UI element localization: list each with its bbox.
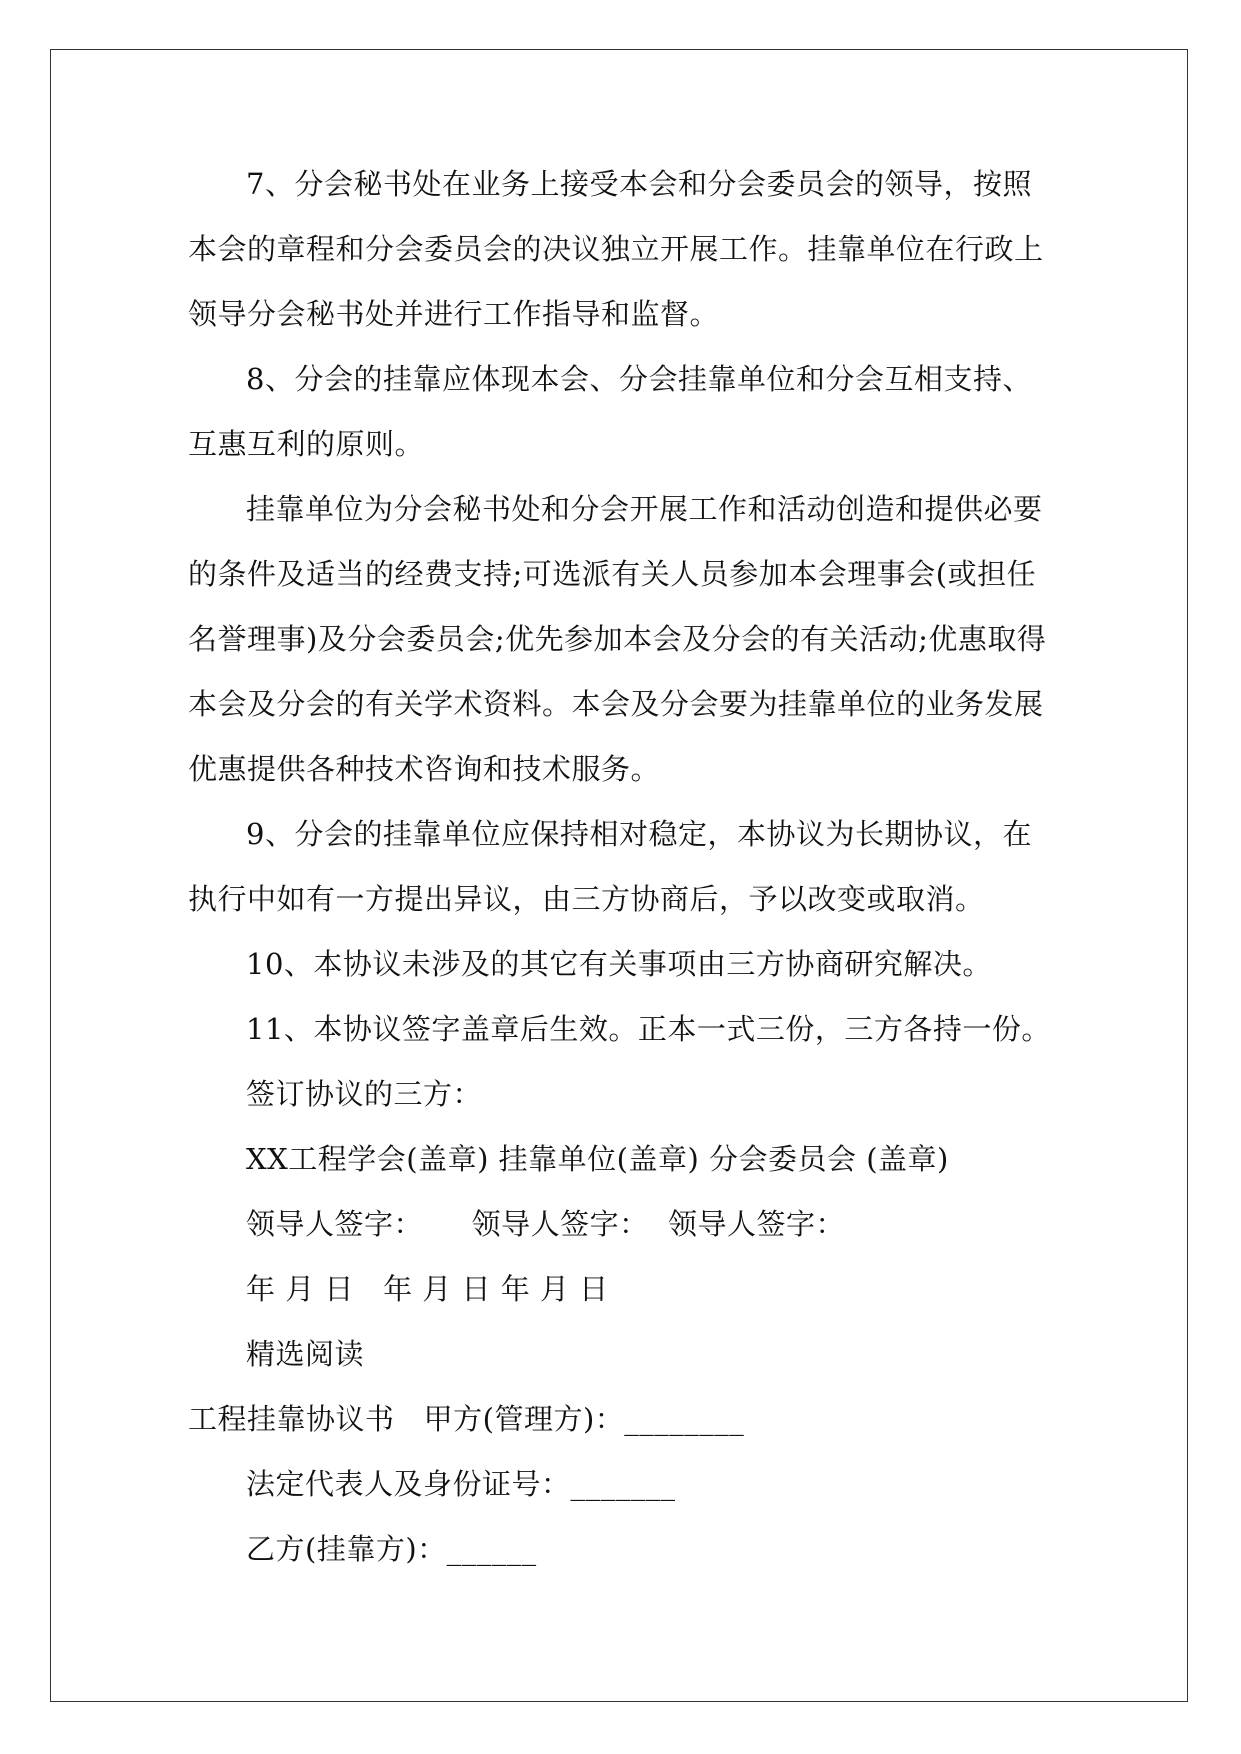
signing-parties-seals: XX工程学会(盖章) 挂靠单位(盖章) 分会委员会 (盖章) [246, 1142, 949, 1176]
related-agreement-title: 工程挂靠协议书 甲方(管理方)：________ [188, 1402, 745, 1436]
clause-7: 7、分会秘书处在业务上接受本会和分会委员会的领导，按照本会的章程和分会委员会的决议独立开展工作。挂靠单位在行政上领导分会秘书处并进行工作指导和监督。 [188, 167, 1044, 331]
legal-representative-line: 法定代表人及身份证号：_______ [246, 1467, 676, 1501]
clause-10: 10、本协议未涉及的其它有关事项由三方协商研究解决。 [246, 947, 992, 981]
clause-9: 9、分会的挂靠单位应保持相对稳定，本协议为长期协议，在执行中如有一方提出异议，由三方协商后，予以改变或取消。 [188, 817, 1032, 916]
signing-dates: 年 月 日 年 月 日 年 月 日 [246, 1272, 609, 1306]
party-b-line: 乙方(挂靠方)：______ [246, 1532, 537, 1566]
featured-reading-label: 精选阅读 [246, 1337, 365, 1371]
signing-parties-heading: 签订协议的三方： [246, 1077, 483, 1111]
leader-signatures: 领导人签字： 领导人签字： 领导人签字： [246, 1207, 846, 1241]
document-body [188, 152, 1058, 1582]
clause-11: 11、本协议签字盖章后生效。正本一式三份，三方各持一份。 [246, 1012, 1051, 1046]
clause-8: 8、分会的挂靠应体现本会、分会挂靠单位和分会互相支持、互惠互利的原则。 [188, 362, 1032, 461]
clause-8-detail: 挂靠单位为分会秘书处和分会开展工作和活动创造和提供必要的条件及适当的经费支持;可选派有关人员参加本会理事会(或担任名誉理事)及分会委员会;优先参加本会及分会的有关活动;优惠取得本会及分会的有关学术资料。本会及分会要为挂靠单位的业务发展优惠提供各种技术咨询和技术服务。 [188, 492, 1047, 786]
